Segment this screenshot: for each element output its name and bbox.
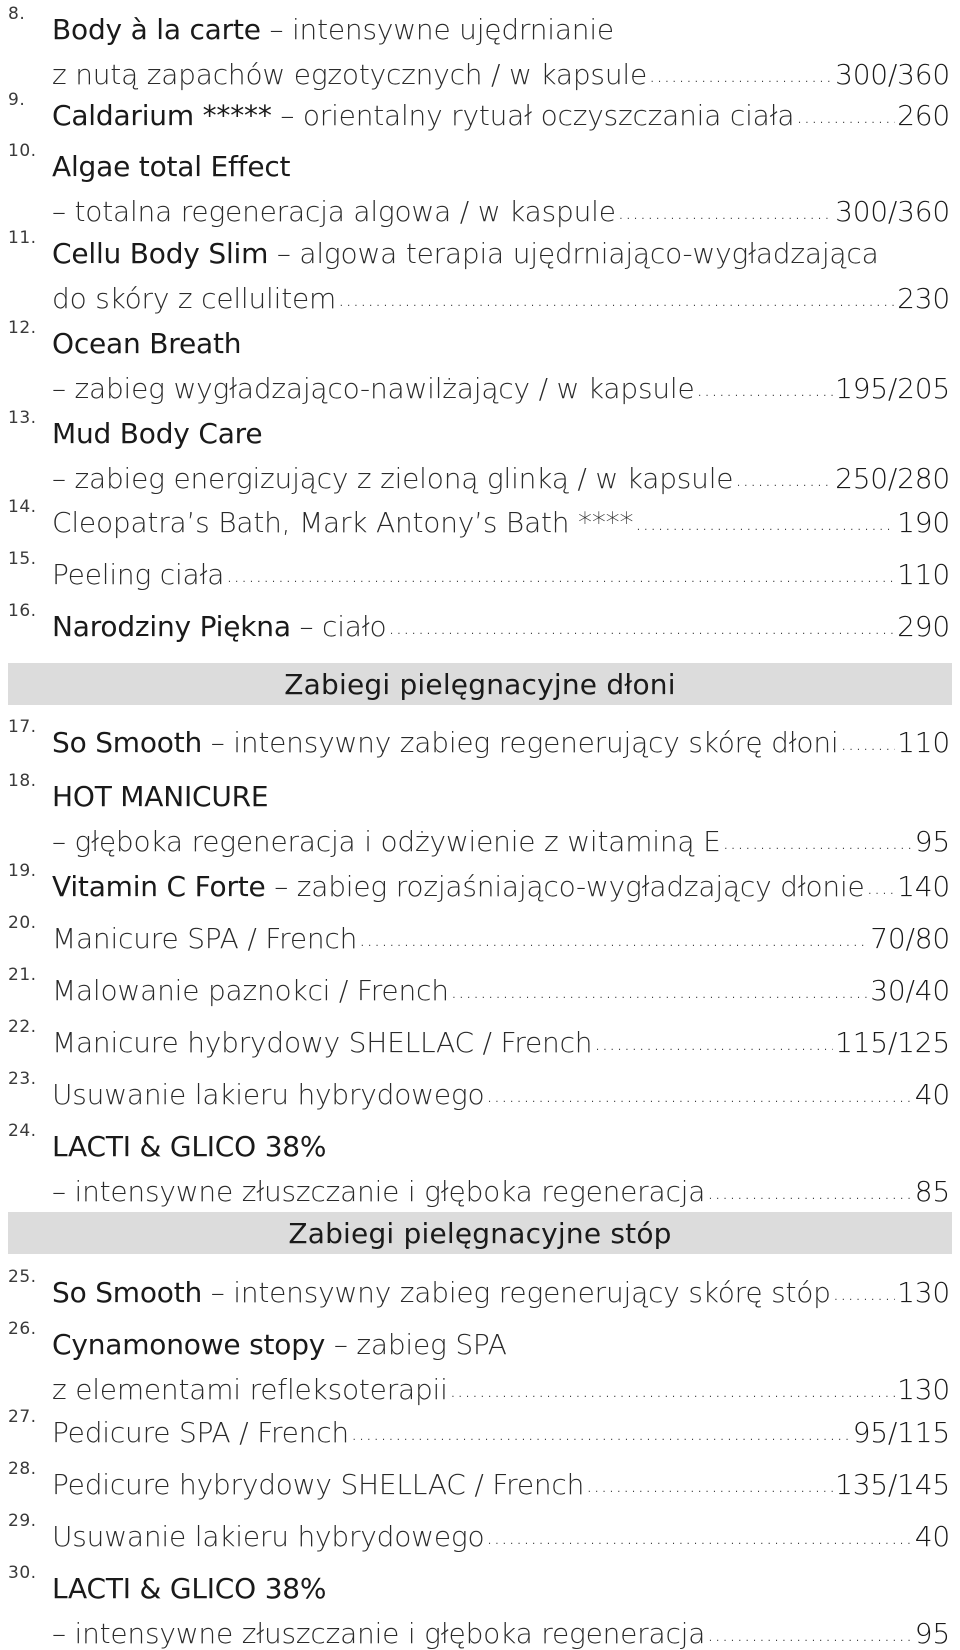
treatment-description: – intensywny zabieg regenerujący skórę dłoni bbox=[202, 726, 839, 759]
item-number: 30. bbox=[8, 1563, 37, 1583]
item-line-with-price bbox=[52, 182, 950, 226]
treatment-description: z nutą zapachów egzotycznych / w kapsule bbox=[52, 58, 647, 91]
item-price: 85 bbox=[914, 1175, 950, 1208]
treatment-description: Usuwanie lakieru hybrydowego bbox=[52, 1078, 485, 1111]
item-line-with-price bbox=[52, 1403, 950, 1447]
treatment-name: LACTI & GLICO 38% bbox=[52, 1130, 327, 1163]
item-price: 30/40 bbox=[870, 974, 950, 1007]
item-number: 8. bbox=[8, 4, 26, 24]
treatment-description: Manicure SPA / French bbox=[52, 922, 358, 955]
treatment-description: – ciało bbox=[290, 610, 387, 643]
item-price: 95/115 bbox=[852, 1416, 950, 1449]
item-number: 24. bbox=[8, 1121, 37, 1141]
item-line-with-price bbox=[52, 1065, 950, 1109]
treatment-name: LACTI & GLICO 38% bbox=[52, 1572, 327, 1605]
treatment-name: Body à la carte bbox=[52, 13, 261, 46]
item-price: 230 bbox=[897, 282, 950, 315]
item-price: 115/125 bbox=[835, 1026, 950, 1059]
item-number: 13. bbox=[8, 408, 37, 428]
dot-leader bbox=[449, 981, 869, 1001]
item-line-with-price bbox=[52, 45, 950, 89]
dot-leader bbox=[721, 832, 913, 852]
treatment-description: – orientalny rytuał oczyszczania ciała bbox=[280, 99, 795, 132]
treatment-name: So Smooth bbox=[52, 1276, 203, 1309]
item-number: 23. bbox=[8, 1069, 37, 1089]
treatment-description: – totalna regeneracja algowa / w kaspule bbox=[52, 195, 616, 228]
item-number: 16. bbox=[8, 601, 37, 621]
item-price: 110 bbox=[897, 726, 950, 759]
item-price: 130 bbox=[897, 1276, 950, 1309]
dot-leader bbox=[647, 65, 833, 85]
item-line bbox=[52, 224, 950, 268]
item-price: 260 bbox=[897, 99, 950, 132]
item-number: 12. bbox=[8, 318, 37, 338]
treatment-name: Cellu Body Slim bbox=[52, 237, 269, 270]
item-line-with-price bbox=[52, 597, 950, 641]
item-number: 19. bbox=[8, 861, 37, 881]
item-price: 70/80 bbox=[870, 922, 950, 955]
item-line-with-price bbox=[52, 1013, 950, 1057]
item-price: 290 bbox=[897, 610, 950, 643]
treatment-description: – algowa terapia ujędrniająco-wygładzająca bbox=[268, 237, 879, 270]
dot-leader bbox=[831, 1283, 895, 1303]
item-price: 110 bbox=[897, 558, 950, 591]
item-line-with-price bbox=[52, 961, 950, 1005]
item-line bbox=[52, 404, 950, 448]
item-price: 130 bbox=[897, 1373, 950, 1406]
dot-leader bbox=[386, 617, 895, 637]
item-number: 25. bbox=[8, 1267, 37, 1287]
item-number: 14. bbox=[8, 497, 37, 517]
treatment-description: – intensywne złuszczanie i głęboka regeneracja bbox=[52, 1617, 706, 1650]
item-line bbox=[52, 1117, 950, 1161]
item-line bbox=[52, 1315, 950, 1359]
item-number: 28. bbox=[8, 1459, 37, 1479]
treatment-name: HOT MANICURE bbox=[52, 780, 269, 813]
treatment-description: – zabieg energizujący z zieloną glinką / w kapsule bbox=[52, 462, 734, 495]
treatment-description: Cleopatra’s Bath, Mark Antony’s Bath **** bbox=[52, 506, 634, 539]
treatment-name: So Smooth bbox=[52, 726, 203, 759]
item-number: 17. bbox=[8, 717, 37, 737]
treatment-description: – intensywne ujędrnianie bbox=[260, 13, 614, 46]
item-number: 20. bbox=[8, 913, 37, 933]
item-line-with-price bbox=[52, 1507, 950, 1551]
treatment-description: – intensywny zabieg regenerujący skórę stóp bbox=[202, 1276, 831, 1309]
item-number: 15. bbox=[8, 549, 37, 569]
treatment-description: – zabieg rozjaśniająco-wygładzający dłonie bbox=[265, 870, 865, 903]
item-price: 140 bbox=[897, 870, 950, 903]
item-price: 250/280 bbox=[835, 462, 950, 495]
item-line-with-price bbox=[52, 812, 950, 856]
dot-leader bbox=[448, 1380, 895, 1400]
item-number: 11. bbox=[8, 228, 37, 248]
item-line-with-price bbox=[52, 493, 950, 537]
item-price: 300/360 bbox=[835, 58, 950, 91]
dot-leader bbox=[484, 1085, 912, 1105]
dot-leader bbox=[349, 1423, 851, 1443]
treatment-name: Mud Body Care bbox=[52, 417, 263, 450]
treatment-description: Manicure hybrydowy SHELLAC / French bbox=[52, 1026, 593, 1059]
section-header-hands: Zabiegi pielęgnacyjne dłoni bbox=[8, 663, 952, 705]
item-price: 95 bbox=[914, 1617, 950, 1650]
treatment-description: – głęboka regeneracja i odżywienie z witaminą E bbox=[52, 825, 721, 858]
dot-leader bbox=[705, 1624, 913, 1644]
item-line-with-price bbox=[52, 1455, 950, 1499]
item-price: 190 bbox=[897, 506, 950, 539]
treatment-description: Malowanie paznokci / French bbox=[52, 974, 449, 1007]
item-line-with-price bbox=[52, 359, 950, 403]
treatment-description: Pedicure SPA / French bbox=[52, 1416, 349, 1449]
item-number: 18. bbox=[8, 771, 37, 791]
treatment-description: – intensywne złuszczanie i głęboka regeneracja bbox=[52, 1175, 706, 1208]
item-number: 27. bbox=[8, 1407, 37, 1427]
treatment-name: Cynamonowe stopy bbox=[52, 1328, 326, 1361]
dot-leader bbox=[838, 733, 895, 753]
treatment-description: Usuwanie lakieru hybrydowego bbox=[52, 1520, 485, 1553]
treatment-name: Caldarium ***** bbox=[52, 99, 281, 132]
item-line bbox=[52, 1559, 950, 1603]
dot-leader bbox=[616, 202, 833, 222]
item-line bbox=[52, 0, 950, 44]
item-number: 29. bbox=[8, 1511, 37, 1531]
dot-leader bbox=[357, 929, 868, 949]
item-line-with-price bbox=[52, 713, 950, 757]
item-line-with-price bbox=[52, 1263, 950, 1307]
treatment-description: Pedicure hybrydowy SHELLAC / French bbox=[52, 1468, 585, 1501]
dot-leader bbox=[705, 1182, 913, 1202]
treatment-description: z elementami refleksoterapii bbox=[52, 1373, 448, 1406]
item-line-with-price bbox=[52, 1604, 950, 1648]
dot-leader bbox=[224, 565, 895, 585]
item-line-with-price bbox=[52, 857, 950, 901]
item-number: 22. bbox=[8, 1017, 37, 1037]
item-price: 40 bbox=[914, 1078, 950, 1111]
section-header-feet: Zabiegi pielęgnacyjne stóp bbox=[8, 1212, 952, 1254]
item-line bbox=[52, 314, 950, 358]
treatment-name: Narodziny Piękna bbox=[52, 610, 291, 643]
dot-leader bbox=[592, 1033, 833, 1053]
treatment-name: Vitamin C Forte bbox=[52, 870, 266, 903]
item-price: 195/205 bbox=[835, 372, 950, 405]
treatment-name: Ocean Breath bbox=[52, 327, 242, 360]
item-line-with-price bbox=[52, 909, 950, 953]
dot-leader bbox=[794, 106, 895, 126]
item-line-with-price bbox=[52, 1360, 950, 1404]
treatment-description: Peeling ciała bbox=[52, 558, 225, 591]
treatment-name: Algae total Effect bbox=[52, 150, 291, 183]
dot-leader bbox=[633, 513, 895, 533]
dot-leader bbox=[336, 289, 895, 309]
item-line-with-price bbox=[52, 449, 950, 493]
item-number: 21. bbox=[8, 965, 37, 985]
item-number: 26. bbox=[8, 1319, 37, 1339]
item-line-with-price bbox=[52, 86, 950, 130]
item-price: 135/145 bbox=[835, 1468, 950, 1501]
item-price: 40 bbox=[914, 1520, 950, 1553]
dot-leader bbox=[695, 379, 834, 399]
dot-leader bbox=[484, 1527, 912, 1547]
dot-leader bbox=[865, 877, 896, 897]
dot-leader bbox=[584, 1475, 833, 1495]
item-line bbox=[52, 767, 950, 811]
item-line bbox=[52, 137, 950, 181]
item-line-with-price bbox=[52, 269, 950, 313]
item-line-with-price bbox=[52, 1162, 950, 1206]
item-price: 95 bbox=[914, 825, 950, 858]
item-number: 10. bbox=[8, 141, 37, 161]
item-line-with-price bbox=[52, 545, 950, 589]
treatment-description: – zabieg wygładzająco-nawilżający / w kapsule bbox=[52, 372, 695, 405]
item-price: 300/360 bbox=[835, 195, 950, 228]
treatment-description: do skóry z cellulitem bbox=[52, 282, 337, 315]
dot-leader bbox=[733, 469, 833, 489]
item-number: 9. bbox=[8, 90, 26, 110]
treatment-description: – zabieg SPA bbox=[325, 1328, 507, 1361]
